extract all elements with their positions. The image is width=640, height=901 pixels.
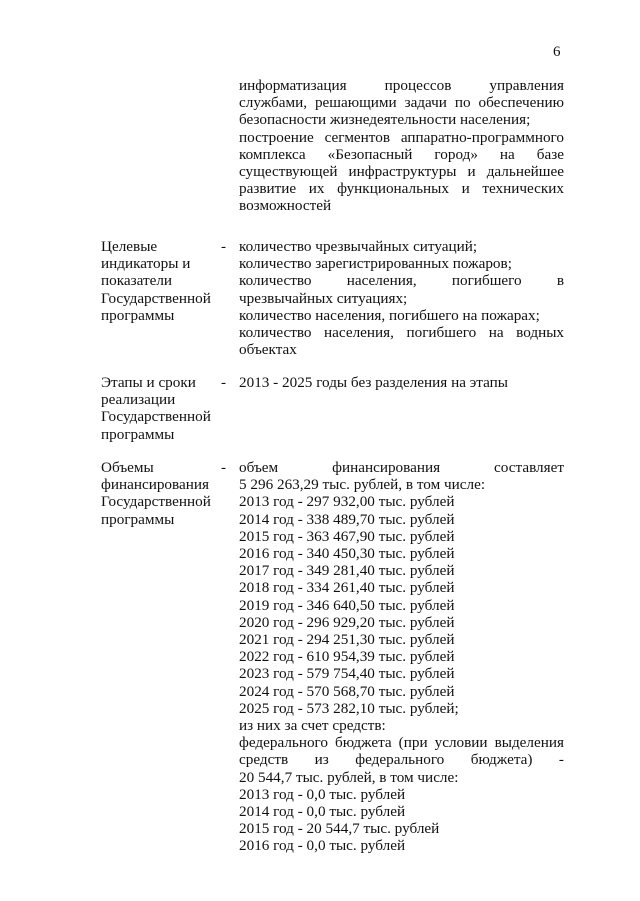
stages-content — [239, 374, 564, 391]
financing-year: 2015 год - 363 467,90 тыс. рублей — [239, 527, 455, 545]
sources-intro: из них за счет средств: — [239, 717, 386, 735]
continuation-item: построение сегментов аппаратно-программного комплекса «Безопасный город» на базе существующей инфраструктуры и дальнейшее развитие их функциональных и технических возможностей — [239, 128, 564, 215]
financing-year: 2013 год - 297 932,00 тыс. рублей — [239, 493, 455, 511]
continuation-item: информатизация процессов управления службами, решающими задачи по обеспечению безопасности жизнедеятельности населения; — [239, 77, 564, 129]
financing-total: 5 296 263,29 тыс. рублей, в том числе: — [239, 476, 486, 494]
financing-year: 2018 год - 334 261,40 тыс. рублей — [239, 579, 455, 597]
financing-year: 2025 год - 573 282,10 тыс. рублей; — [239, 699, 459, 717]
financing-intro: объем финансирования составляет — [239, 459, 564, 476]
financing-year: 2017 год - 349 281,40 тыс. рублей — [239, 562, 455, 580]
federal-year: 2015 год - 20 544,7 тыс. рублей — [239, 820, 440, 838]
section-dash: - — [221, 374, 227, 391]
list-item: количество населения, погибшего на пожарах; — [239, 306, 540, 324]
list-item: количество зарегистрированных пожаров; — [239, 255, 512, 273]
federal-budget-line: федерального бюджета (при условии выделения — [239, 734, 564, 752]
financing-year: 2021 год - 294 251,30 тыс. рублей — [239, 631, 455, 649]
list-item: 2013 - 2025 годы без разделения на этапы — [239, 374, 508, 391]
financing-year: 2023 год - 579 754,40 тыс. рублей — [239, 665, 455, 683]
section-dash: - — [221, 459, 227, 476]
financing-year: 2022 год - 610 954,39 тыс. рублей — [239, 648, 455, 666]
federal-year: 2016 год - 0,0 тыс. рублей — [239, 837, 406, 855]
financing-content — [239, 459, 564, 855]
list-item: количество населения, погибшего в чрезвычайных ситуациях; — [239, 272, 564, 307]
list-item: количество населения, погибшего на водных объектах — [239, 324, 564, 359]
financing-year: 2020 год - 296 929,20 тыс. рублей — [239, 613, 455, 631]
page-number: 6 — [553, 44, 561, 60]
federal-year: 2013 год - 0,0 тыс. рублей — [239, 785, 406, 803]
section-label: Этапы и сроки реализации Государственной программы — [101, 374, 211, 443]
financing-year: 2016 год - 340 450,30 тыс. рублей — [239, 545, 455, 563]
federal-budget-total: 20 544,7 тыс. рублей, в том числе: — [239, 768, 459, 786]
section-label: Целевые индикаторы и показатели Государственной программы — [101, 238, 211, 324]
federal-budget-line: средств из федерального бюджета) - — [239, 751, 564, 769]
federal-year: 2014 год - 0,0 тыс. рублей — [239, 803, 406, 821]
section-label: Объемы финансирования Государственной программы — [101, 459, 211, 528]
financing-year: 2019 год - 346 640,50 тыс. рублей — [239, 596, 455, 614]
continuation-content — [239, 77, 564, 215]
section-dash: - — [221, 238, 227, 255]
financing-year: 2024 год - 570 568,70 тыс. рублей — [239, 682, 455, 700]
financing-year: 2014 год - 338 489,70 тыс. рублей — [239, 510, 455, 528]
list-item: количество чрезвычайных ситуаций; — [239, 238, 478, 255]
indicators-content — [239, 238, 564, 358]
